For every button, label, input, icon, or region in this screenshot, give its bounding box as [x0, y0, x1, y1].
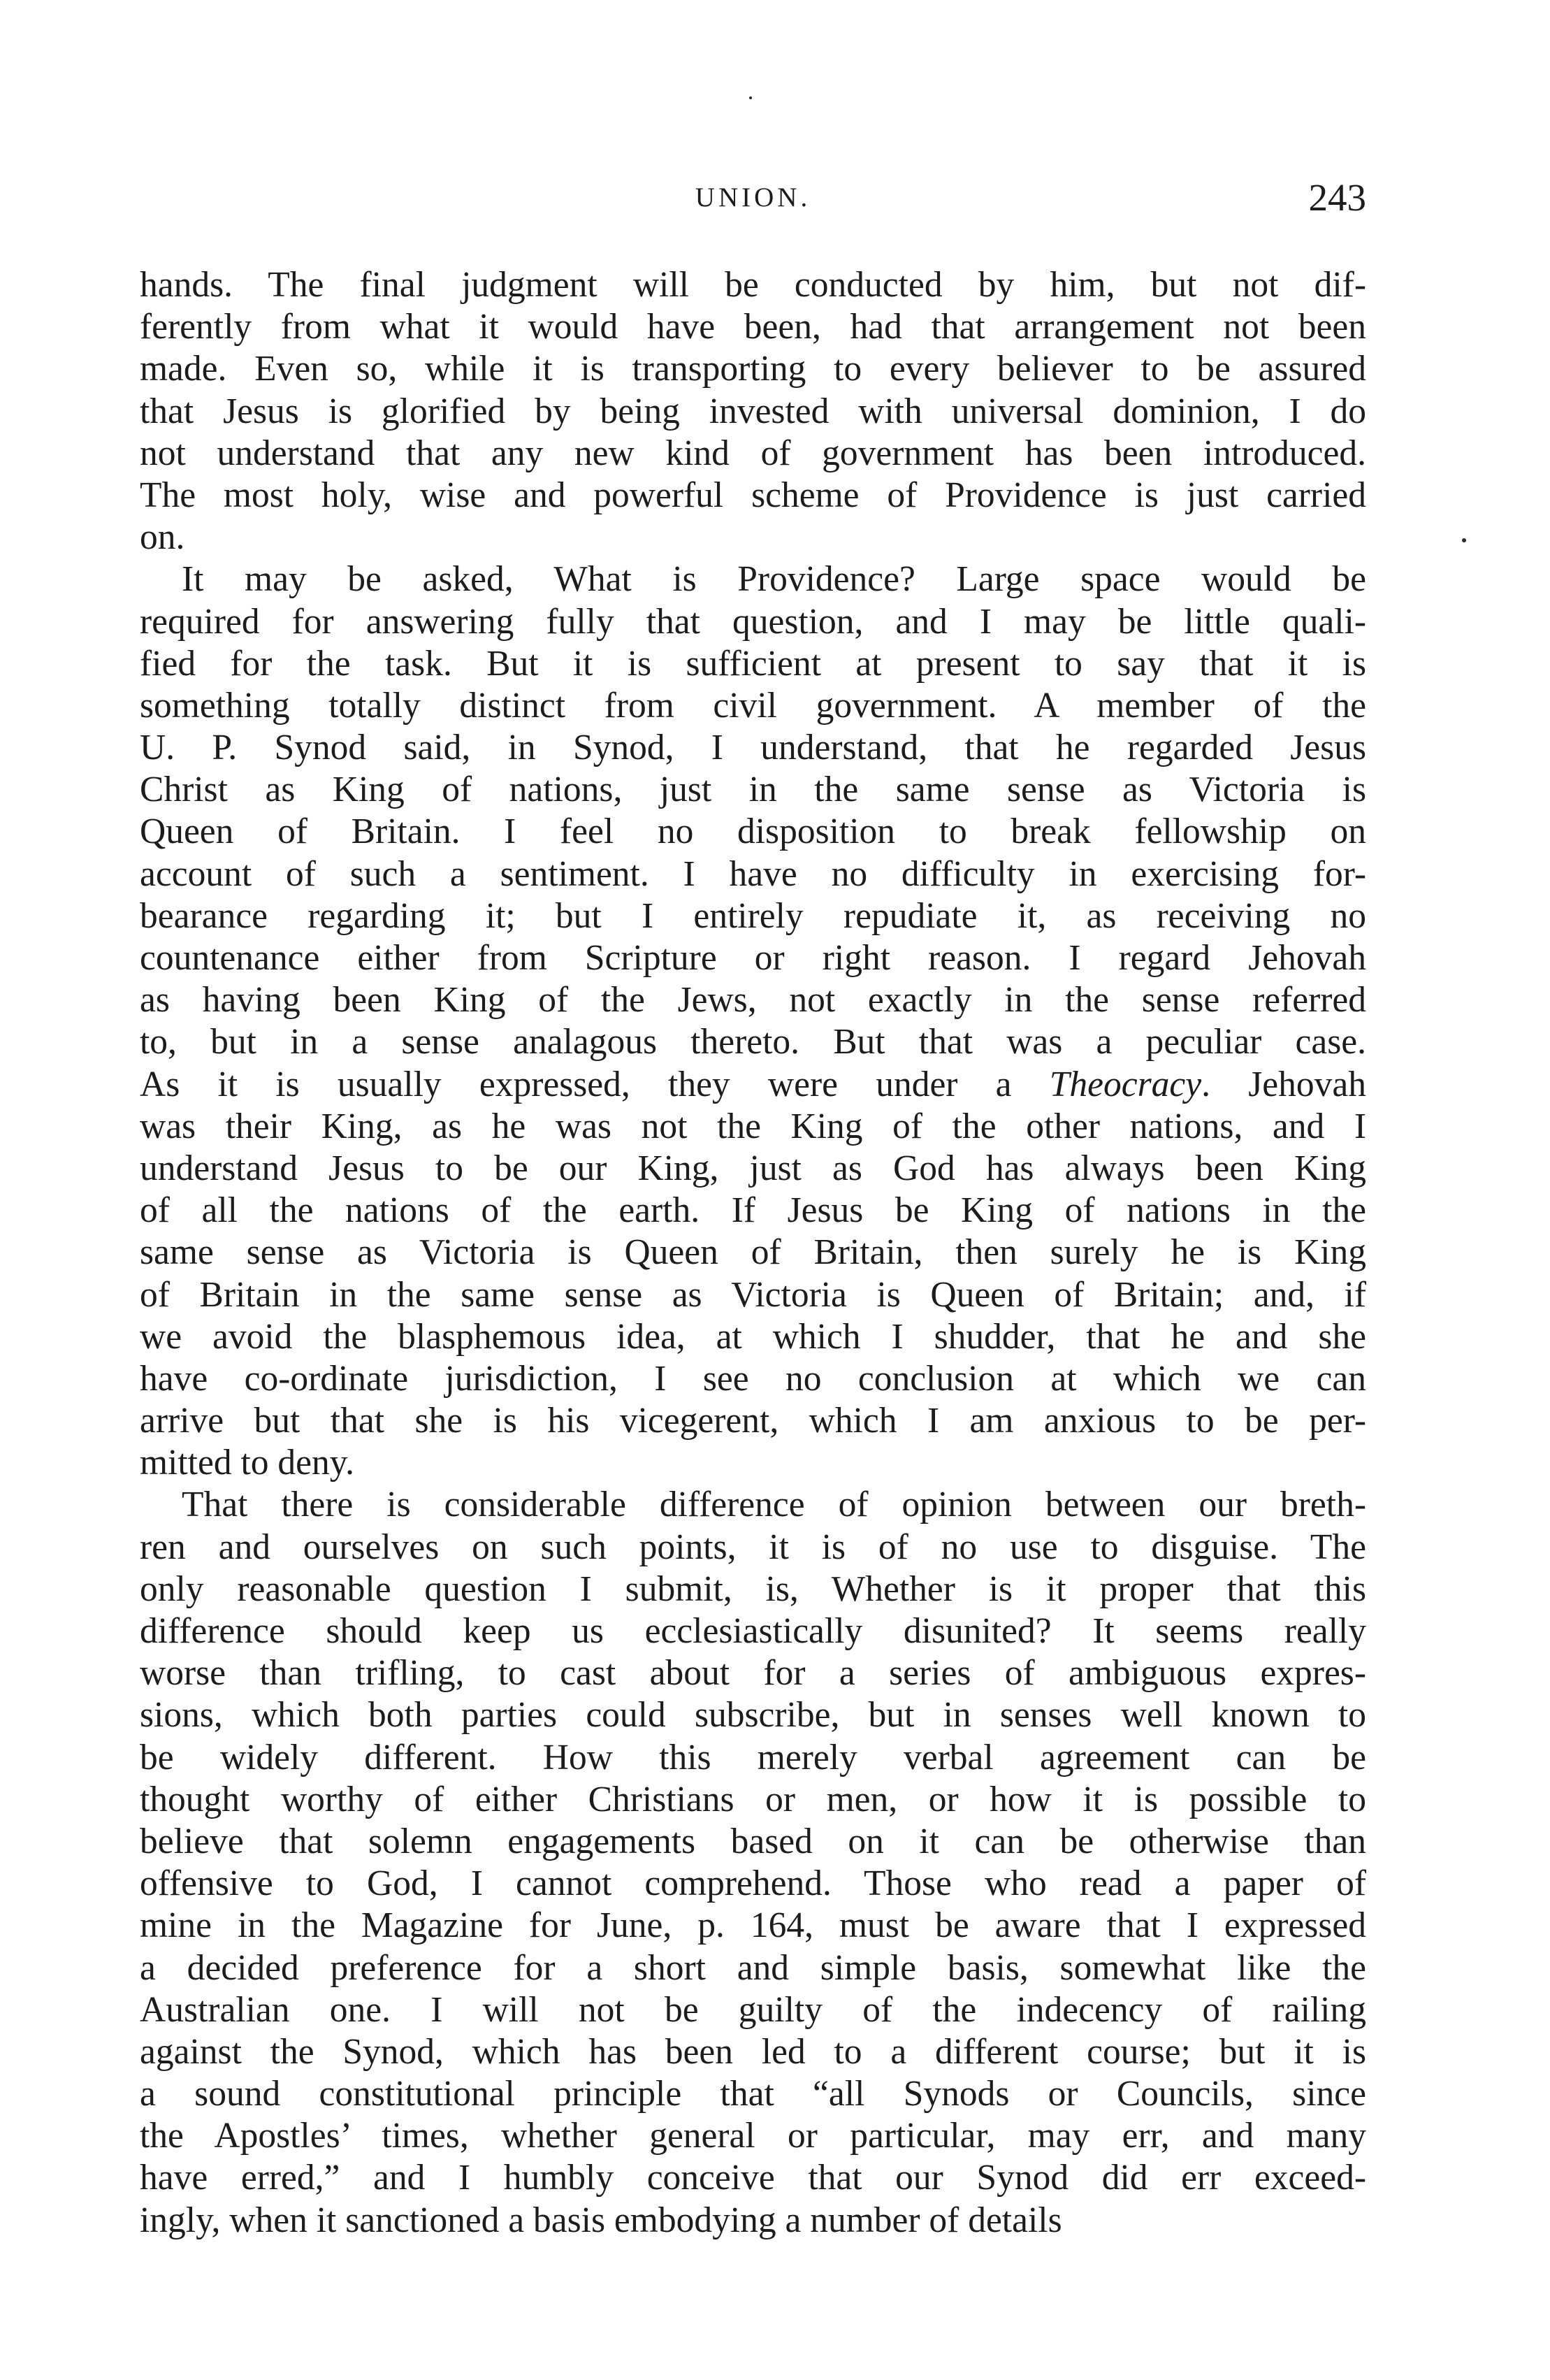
text-line: ingly, when it sanctioned a basis embodying a number of details	[140, 2200, 1062, 2240]
text-line: something totally distinct from civil government. A member of the	[140, 685, 1366, 726]
text-line: Australian one. I will not be guilty of the indecency of railing	[140, 1989, 1366, 2030]
text-line: be widely different. How this merely verbal agreement can be	[140, 1737, 1366, 1777]
text-line: was their King, as he was not the King of the other nations, and I	[140, 1106, 1366, 1146]
text-line: ren and ourselves on such points, it is of no use to disguise. The	[140, 1527, 1366, 1567]
text-line: to, but in a sense analagous thereto. But that was a peculiar case.	[140, 1022, 1366, 1062]
text-line: not understand that any new kind of government has been introduced.	[140, 433, 1366, 473]
text-line: made. Even so, while it is transporting to every believer to be assured	[140, 349, 1366, 389]
text-line: that Jesus is glorified by being invested with universal dominion, I do	[140, 391, 1366, 431]
text-line: As it is usually expressed, they were under a Theocracy. Jehovah	[140, 1064, 1366, 1104]
print-speck	[749, 96, 752, 99]
print-speck	[1462, 538, 1466, 542]
text-line: fied for the task. But it is sufficient at present to say that it is	[140, 643, 1366, 684]
paragraph	[140, 264, 1366, 558]
text-line: on.	[140, 517, 185, 558]
paragraph	[140, 558, 1366, 1484]
text-line: required for answering fully that question, and I may be little quali-	[140, 601, 1366, 642]
text-line: have erred,” and I humbly conceive that our Synod did err exceed-	[140, 2158, 1366, 2198]
text-line: mine in the Magazine for June, p. 164, must be aware that I expressed	[140, 1905, 1366, 1946]
text-line: Queen of Britain. I feel no disposition to break fellowship on	[140, 812, 1366, 852]
body-text	[140, 264, 1366, 2242]
text-line: a sound constitutional principle that “all Synods or Councils, since	[140, 2074, 1366, 2114]
text-line: believe that solemn engagements based on it can be otherwise than	[140, 1821, 1366, 1861]
text-line: arrive but that she is his vicegerent, which I am anxious to be per-	[140, 1401, 1366, 1441]
text-line: only reasonable question I submit, is, Whether is it proper that this	[140, 1568, 1366, 1609]
text-line: difference should keep us ecclesiastically disunited? It seems really	[140, 1611, 1366, 1651]
page-number: 243	[1308, 176, 1366, 219]
text-line: as having been King of the Jews, not exactly in the sense referred	[140, 980, 1366, 1020]
text-line: of all the nations of the earth. If Jesus be King of nations in the	[140, 1190, 1366, 1231]
running-title: UNION.	[695, 182, 811, 212]
text-line: ferently from what it would have been, had that arrangement not been	[140, 307, 1366, 347]
text-line: bearance regarding it; but I entirely repudiate it, as receiving no	[140, 895, 1366, 936]
text-line: the Apostles’ times, whether general or particular, may err, and many	[140, 2116, 1366, 2156]
text-line: thought worthy of either Christians or men, or how it is possible to	[140, 1779, 1366, 1819]
text-line: same sense as Victoria is Queen of Britain, then surely he is King	[140, 1232, 1366, 1273]
text-line: of Britain in the same sense as Victoria is Queen of Britain; and, if	[140, 1274, 1366, 1315]
text-line: The most holy, wise and powerful scheme of Providence is just carried	[140, 475, 1366, 515]
text-line: against the Synod, which has been led to a different course; but it is	[140, 2031, 1366, 2072]
paragraph	[140, 1484, 1366, 2241]
text-line: U. P. Synod said, in Synod, I understand, that he regarded Jesus	[140, 728, 1366, 768]
text-line: It may be asked, What is Providence? Large space would be	[182, 559, 1366, 600]
text-line: countenance either from Scripture or right reason. I regard Jehovah	[140, 938, 1366, 978]
text-line: offensive to God, I cannot comprehend. Those who read a paper of	[140, 1863, 1366, 1904]
running-head	[140, 173, 1366, 222]
text-line: account of such a sentiment. I have no difficulty in exercising for-	[140, 853, 1366, 894]
text-line: sions, which both parties could subscribe, but in senses well known to	[140, 1695, 1366, 1736]
text-line: a decided preference for a short and simple basis, somewhat like the	[140, 1947, 1366, 1988]
text-line: hands. The final judgment will be conducted by him, but not dif-	[140, 265, 1366, 305]
emphasis: Theocracy	[1049, 1064, 1202, 1104]
text-line: Christ as King of nations, just in the same sense as Victoria is	[140, 770, 1366, 810]
text-line: worse than trifling, to cast about for a series of ambiguous expres-	[140, 1653, 1366, 1694]
text-line: That there is considerable difference of opinion between our breth-	[182, 1485, 1366, 1525]
text-line: we avoid the blasphemous idea, at which I shudder, that he and she	[140, 1316, 1366, 1357]
text-line: mitted to deny.	[140, 1443, 355, 1483]
text-line: understand Jesus to be our King, just as God has always been King	[140, 1148, 1366, 1188]
text-line: have co-ordinate jurisdiction, I see no conclusion at which we can	[140, 1358, 1366, 1399]
